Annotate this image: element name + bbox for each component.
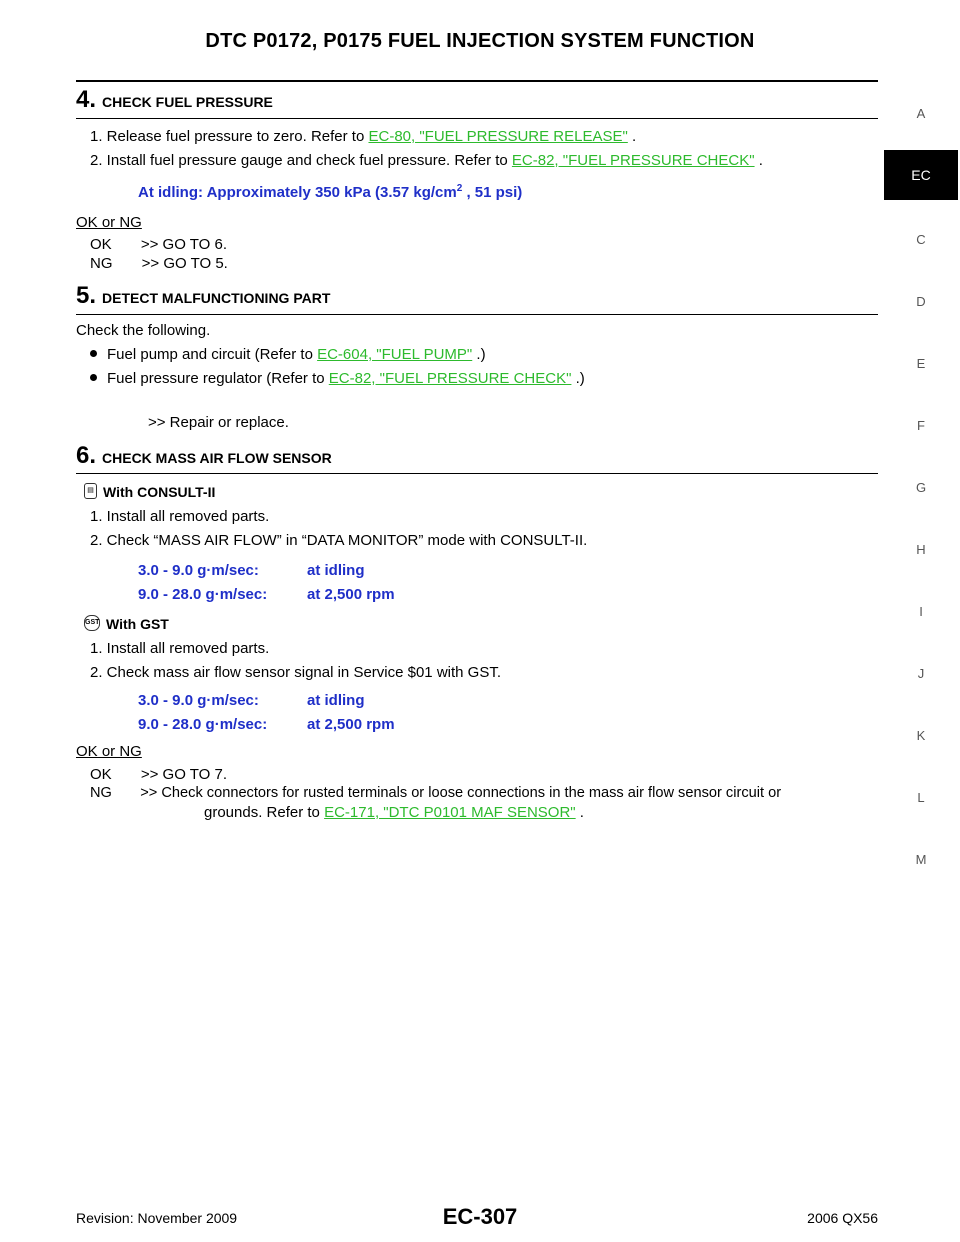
gst-spec-1-value: 3.0 - 9.0 g·m/sec:: [138, 692, 259, 709]
consult-item-2: 2. Check “MASS AIR FLOW” in “DATA MONITOR” mode with CONSULT-II.: [90, 532, 588, 549]
ok-or-ng-label: OK or NG: [76, 743, 142, 760]
step-5-bullet-1: Fuel pump and circuit (Refer to EC-604, "FUEL PUMP" .): [90, 346, 486, 363]
consult-spec-2-cond: at 2,500 rpm: [307, 586, 395, 603]
ng-result: NG >> GO TO 5.: [90, 255, 228, 272]
model-year: 2006 QX56: [807, 1210, 878, 1226]
step-4-item-1: 1. Release fuel pressure to zero. Refer to EC-80, "FUEL PRESSURE RELEASE" .: [90, 128, 637, 145]
ok-result: OK >> GO TO 7.: [90, 766, 227, 783]
gst-label: GST With GST: [85, 616, 169, 632]
section-rule: [76, 314, 878, 315]
step-number: 4.: [76, 86, 97, 113]
sidebar-item-c[interactable]: C: [916, 232, 926, 247]
maf-sensor-link[interactable]: EC-171, "DTC P0101 MAF SENSOR": [324, 804, 576, 821]
gst-item-1: 1. Install all removed parts.: [90, 640, 270, 657]
bullet-icon: [90, 350, 97, 357]
fuel-pump-link[interactable]: EC-604, "FUEL PUMP": [317, 346, 473, 363]
sidebar-item-h[interactable]: H: [916, 542, 926, 557]
consult-spec-1-value: 3.0 - 9.0 g·m/sec:: [138, 562, 259, 579]
page-title: DTC P0172, P0175 FUEL INJECTION SYSTEM FUNCTION: [205, 30, 755, 52]
sidebar-item-i[interactable]: I: [919, 604, 923, 619]
step-4-heading: [76, 86, 878, 114]
gst-item-2: 2. Check mass air flow sensor signal in Service $01 with GST.: [90, 664, 501, 681]
step-title: CHECK MASS AIR FLOW SENSOR: [102, 450, 332, 466]
sidebar-item-e[interactable]: E: [916, 356, 926, 371]
sidebar-item-j[interactable]: J: [917, 666, 925, 681]
sidebar-item-g[interactable]: G: [915, 480, 927, 495]
ng-result: NG >> Check connectors for rusted terminals or loose connections in the mass air flow sensor circuit or: [90, 785, 782, 801]
consult-spec-2-value: 9.0 - 28.0 g·m/sec:: [138, 586, 268, 603]
gst-icon: GST: [84, 615, 100, 631]
consult-spec-1-cond: at idling: [307, 562, 365, 579]
sidebar-item-d[interactable]: D: [916, 294, 926, 309]
fuel-pressure-check-link[interactable]: EC-82, "FUEL PRESSURE CHECK": [511, 152, 755, 169]
step-5-result: >> Repair or replace.: [148, 414, 289, 431]
consult-icon: ▤: [84, 483, 97, 499]
fuel-pressure-release-link[interactable]: EC-80, "FUEL PRESSURE RELEASE": [368, 128, 628, 145]
step-5-intro: Check the following.: [76, 322, 211, 339]
fuel-pressure-spec: At idling: Approximately 350 kPa (3.57 $kg/cm^2$ , 51 psi): [138, 183, 523, 201]
step-4-item-2: 2. Install fuel pressure gauge and check fuel pressure. Refer to EC-82, "FUEL PRESSURE CHECK" .: [90, 152, 763, 169]
gst-spec-1-cond: at idling: [307, 692, 365, 709]
section-rule: [76, 118, 878, 119]
sidebar-item-ec[interactable]: EC: [884, 150, 958, 200]
step-5-bullet-2: Fuel pressure regulator (Refer to EC-82, "FUEL PRESSURE CHECK" .): [90, 370, 585, 387]
sidebar-item-k[interactable]: K: [916, 728, 926, 743]
sidebar-item-l[interactable]: L: [917, 790, 925, 805]
gst-spec-2-cond: at 2,500 rpm: [307, 716, 395, 733]
step-5-heading: [76, 282, 878, 310]
header-rule: [76, 80, 878, 82]
sidebar-item-a[interactable]: A: [916, 106, 926, 121]
section-rule: [76, 473, 878, 474]
sidebar-item-f[interactable]: F: [917, 418, 925, 433]
page-number: EC-307: [442, 1204, 518, 1229]
revision-date: Revision: November 2009: [76, 1210, 238, 1226]
ng-result-line-2: grounds. Refer to EC-171, "DTC P0101 MAF SENSOR" .: [204, 804, 584, 821]
step-title: DETECT MALFUNCTIONING PART: [102, 290, 331, 306]
ok-or-ng-label: OK or NG: [76, 214, 142, 231]
consult-item-1: 1. Install all removed parts.: [90, 508, 270, 525]
step-title: CHECK FUEL PRESSURE: [102, 94, 273, 110]
bullet-icon: [90, 374, 97, 381]
step-number: 6.: [76, 442, 97, 469]
sidebar-item-m[interactable]: M: [915, 852, 927, 867]
ok-result: OK >> GO TO 6.: [90, 236, 227, 253]
step-number: 5.: [76, 282, 97, 309]
gst-spec-2-value: 9.0 - 28.0 g·m/sec:: [138, 716, 268, 733]
fuel-pressure-check-link[interactable]: EC-82, "FUEL PRESSURE CHECK": [328, 370, 572, 387]
step-6-heading: [76, 442, 878, 470]
consult-label: ▤ With CONSULT-II: [84, 484, 215, 501]
